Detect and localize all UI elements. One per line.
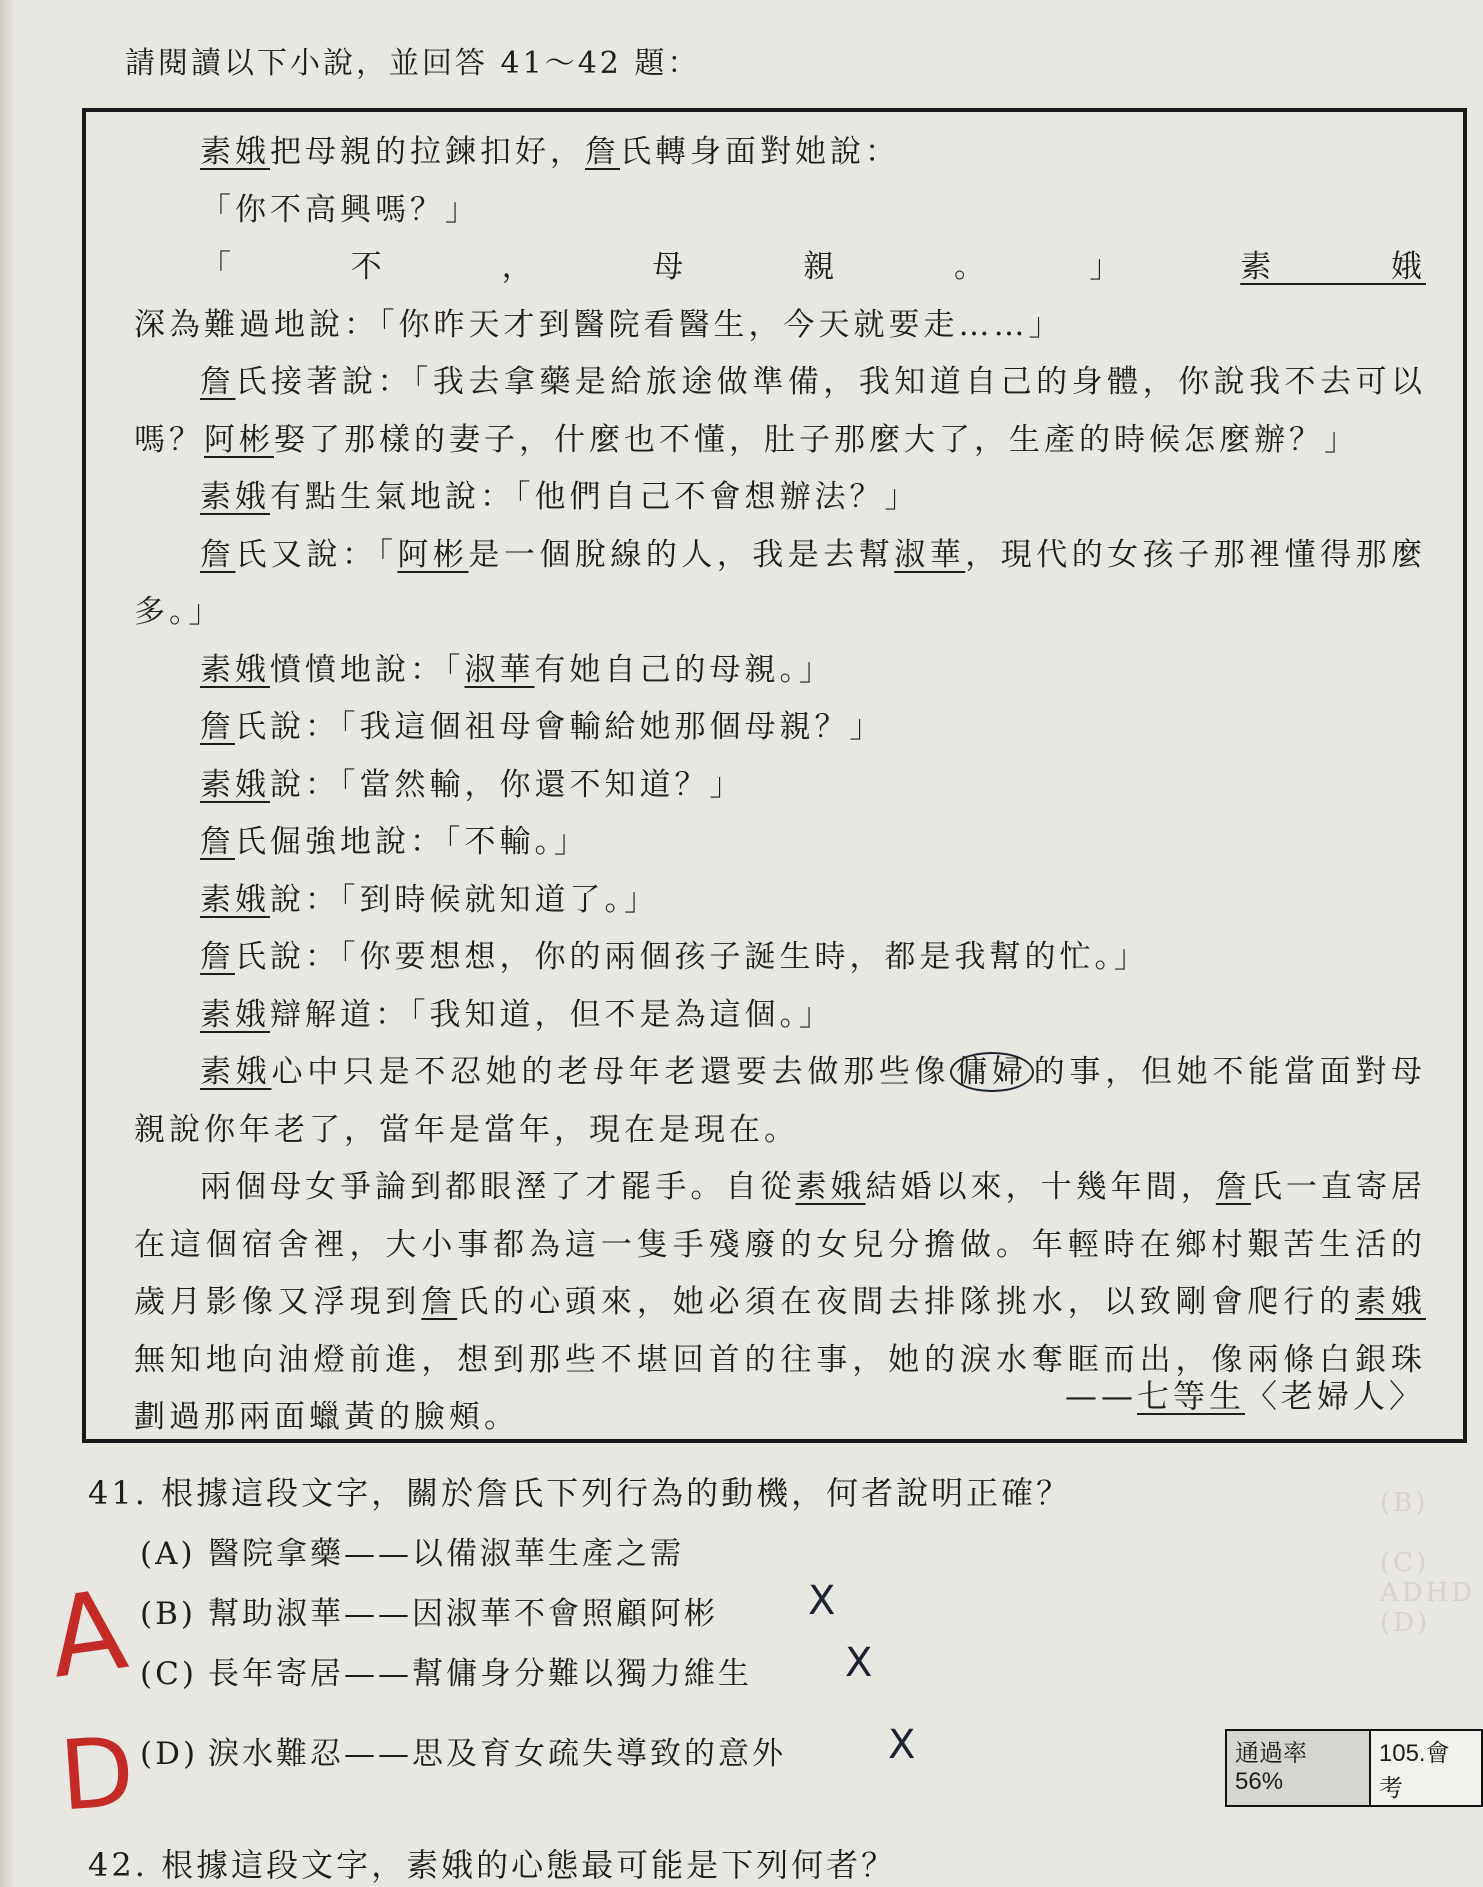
proper-name: 詹 [1215,1169,1251,1205]
passage-segment: 的事，但她不能當面對母親說你年老了，當年是當年，現在是現在。 [134,1054,1427,1148]
option-letter: (D) [140,1736,199,1772]
passage-segment: 有點生氣地說：「他們自己不會想辦法？」 [270,479,920,515]
passage-paragraph [134,757,1426,815]
passage-paragraph [134,182,1426,240]
handwritten-answer-d: D [56,1715,138,1833]
passage-paragraph [134,354,1426,469]
passage-segment: 結婚以來，十幾年間， [865,1169,1216,1205]
option-letter: (B) [140,1596,196,1632]
passage-box [82,108,1467,1443]
proper-name: 素娥 [1355,1284,1427,1320]
passage-paragraph [134,642,1426,700]
passage-paragraph [134,124,1426,182]
source-dash: —— [1064,1377,1137,1415]
handwritten-answer-a: A [41,1565,134,1703]
proper-name: 素娥 [200,1054,272,1090]
passage-segment: 是一個脫線的人，我是去幫 [468,536,895,573]
passage-segment: 氏說：「你要想想，你的兩個孩子誕生時，都是我幫的忙。」 [235,939,1149,975]
proper-name: 素娥 [795,1169,866,1205]
passage-segment: 「你不高興嗎？」 [200,191,480,228]
passage-text [134,124,1426,1447]
passage-segment: 氏一直寄居在這個宿舍裡，大小事都為這一隻手殘廢的女兒分擔做。年輕時在鄉村艱苦生活的歲月影像又浮現到 [134,1169,1427,1320]
passage-paragraph [134,469,1426,527]
proper-name: 素娥 [200,766,270,803]
question-42-stem: 42. 根據這段文字，素娥的心態最可能是下列何者？ [88,1846,897,1884]
passage-segment: 氏的心頭來，她必須在夜間去排隊挑水，以致剛會爬行的 [457,1284,1356,1320]
proper-name: 淑華 [894,536,966,573]
option-letter: (A) [140,1536,196,1572]
proper-name: 詹 [200,939,235,975]
proper-name: 素娥 [200,996,270,1033]
passage-segment: 氏倔強地說：「不輸。」 [235,824,589,860]
proper-name: 素娥 [200,134,270,170]
proper-name: 詹 [200,536,236,573]
passage-segment: 有她自己的母親。」 [534,651,834,688]
question-41-stem: 41. 根據這段文字，關於詹氏下列行為的動機，何者說明正確？ [88,1474,1072,1512]
proper-name: 詹 [200,709,235,745]
passage-source [1065,1371,1425,1417]
passage-segment: 憤憤地說：「 [270,651,465,688]
circled-word: 傭婦 [950,1052,1033,1092]
passage-segment: 氏又說：「 [235,536,398,573]
option-a[interactable] [140,1528,684,1573]
page-edge [0,0,14,1887]
proper-name: 詹 [200,364,236,400]
passage-segment: 說：「當然輸，你還不知道？」 [270,766,745,803]
passage-segment: 娶了那樣的妻子，什麼也不懂，肚子那麼大了，生產的時候怎麼辦？」 [274,421,1359,458]
cross-mark-c: X [845,1640,873,1686]
passage-paragraph [134,699,1426,757]
option-d[interactable] [140,1728,786,1773]
passage-segment: 「不，母親。」 [200,249,1241,285]
pass-rate-badge [1225,1729,1483,1807]
passage-paragraph [134,987,1426,1045]
passage-segment: 心中只是不忍她的老母年老還要去做那些像 [271,1054,951,1090]
pass-rate: 通過率 56% [1225,1729,1371,1807]
passage-paragraph [134,239,1426,354]
cross-mark-b: X [808,1578,836,1624]
option-text: 幫助淑華——因淑華不會照顧阿彬 [208,1596,718,1632]
bleed-through-text: (C) ADHD [1380,1548,1476,1608]
passage-segment: 兩個母女爭論到都眼溼了才罷手。自從 [200,1169,796,1205]
question-intro: 請閱讀以下小說，並回答 41～42 題： [125,46,701,81]
passage-paragraph [134,872,1426,930]
passage-paragraph [134,929,1426,987]
proper-name: 詹 [421,1284,458,1320]
option-b[interactable] [140,1588,718,1633]
passage-segment: 深為難過地說：「你昨天才到醫院看醫生，今天就要走……」 [134,306,1064,343]
passage-segment: 氏說：「我這個祖母會輸給她那個母親？」 [235,709,885,745]
exam-source: 105.會考 [1371,1729,1483,1807]
proper-name: 詹 [200,824,235,860]
option-text: 淚水難忍——思及育女疏失導致的意外 [208,1736,786,1772]
passage-paragraph [134,1044,1426,1159]
proper-name: 素娥 [200,651,270,688]
proper-name: 淑華 [464,651,535,688]
proper-name: 阿彬 [397,536,469,573]
proper-name: 阿彬 [204,421,274,458]
proper-name: 素娥 [200,881,270,918]
passage-segment: ，現代的女孩子那裡懂得那麼多。」 [134,536,1427,630]
option-c[interactable] [140,1648,752,1693]
passage-paragraph [134,527,1426,642]
option-letter: (C) [140,1656,197,1692]
bleed-through-text: (D) [1380,1608,1431,1638]
passage-paragraph [134,814,1426,872]
passage-segment: 辯解道：「我知道，但不是為這個。」 [270,996,834,1033]
proper-name: 詹 [585,134,620,170]
source-author: 七等生 [1136,1377,1245,1415]
option-text: 醫院拿藥——以備淑華生產之需 [208,1536,684,1572]
passage-segment: 氏轉身面對她說： [620,134,900,170]
passage-segment: 氏接著說：「我去拿藥是給旅途做準備，我知道自己的身體，你說我不去可以嗎？ [134,364,1427,458]
proper-name: 素娥 [200,479,270,515]
passage-segment: 說：「到時候就知道了。」 [270,881,659,918]
bleed-through-text: (B) [1380,1488,1429,1518]
option-text: 長年寄居——幫傭身分難以獨力維生 [208,1656,752,1692]
source-work: 〈老婦人〉 [1244,1377,1425,1415]
passage-segment: 無知地向油燈前進，想到那些不堪回首的往事，她的淚水奪眶而出，像兩條白銀珠劃過那兩面蠟黃的臉頰。 [134,1341,1426,1435]
cross-mark-d: X [888,1722,916,1768]
proper-name: 素娥 [1240,249,1426,285]
passage-segment: 把母親的拉鍊扣好， [270,134,585,170]
